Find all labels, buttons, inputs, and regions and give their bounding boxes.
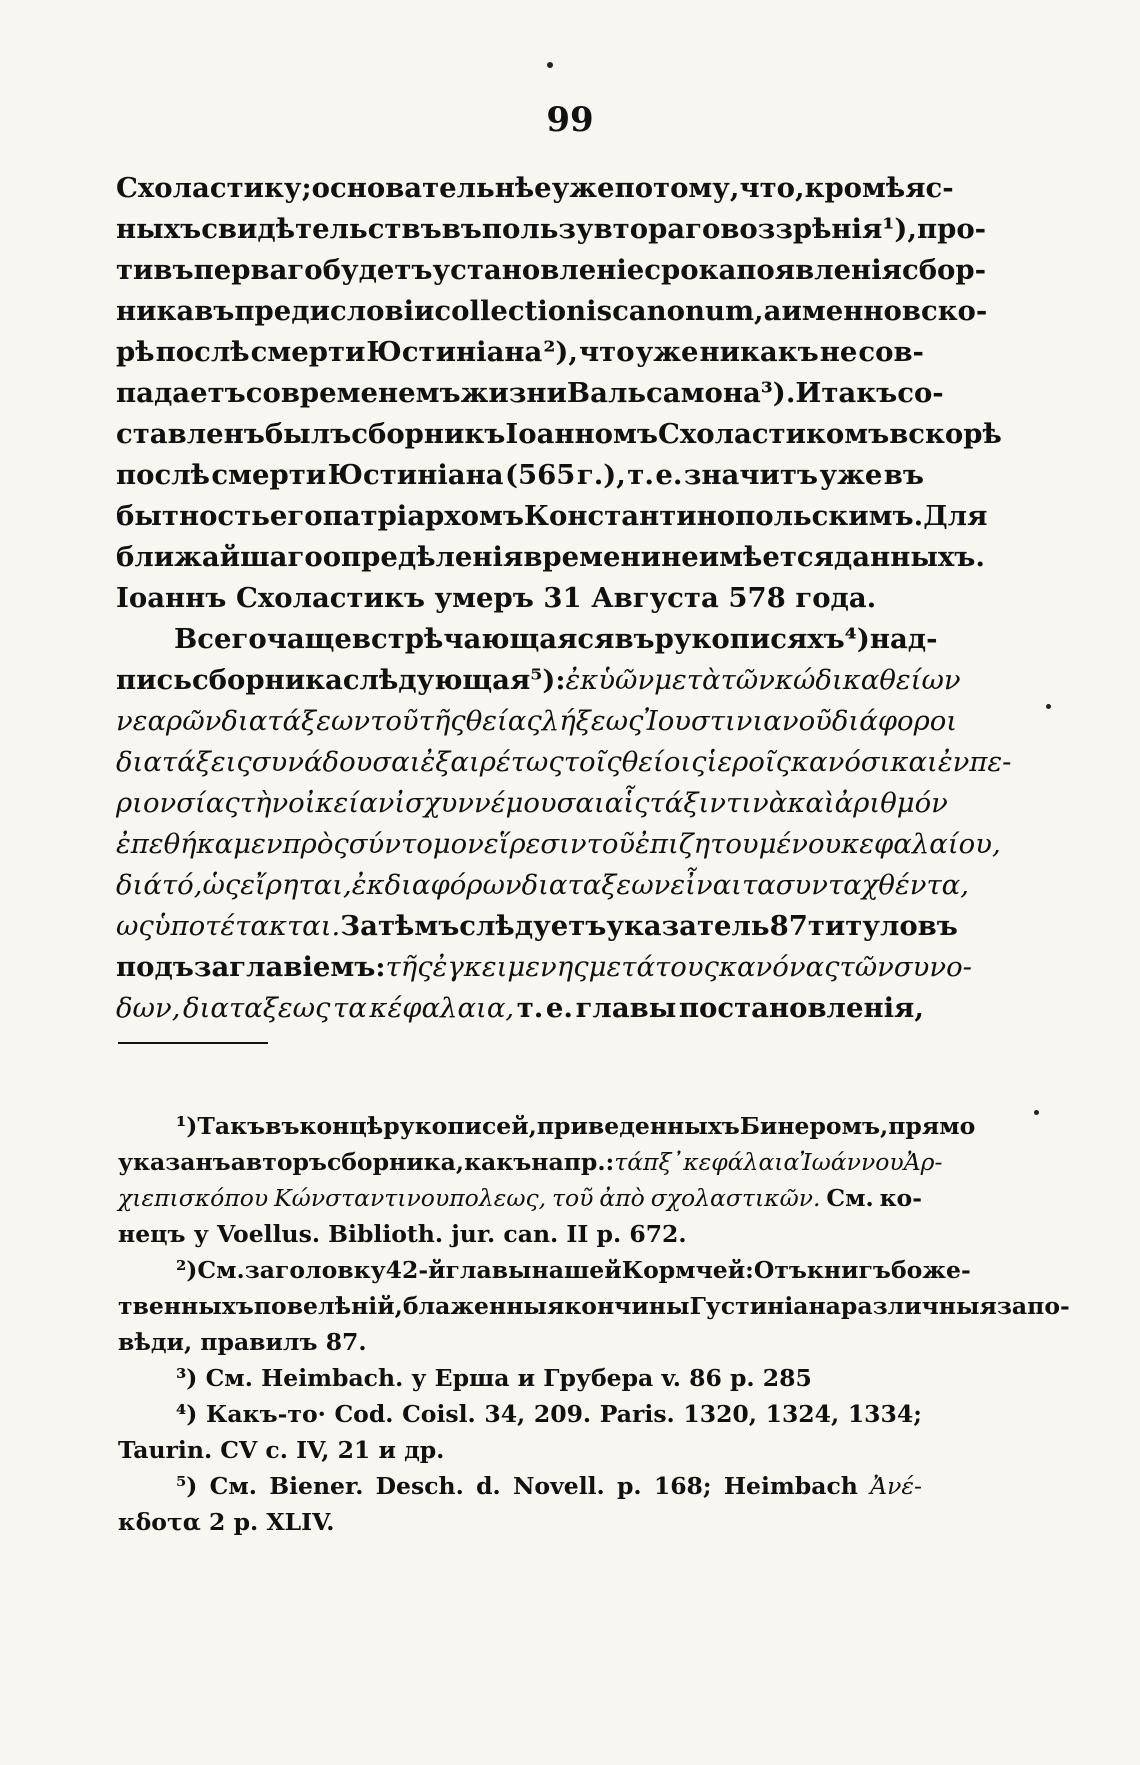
body-line-7: ставленъ былъ сборникъ Іоанномъ Схоластикомъ вскорѣ [116, 418, 1002, 450]
body-line-10: ближайшаго опредѣленія времени не имѣется данныхъ. [116, 541, 985, 573]
footnotes [118, 1108, 1070, 1540]
body-line-11: Іоаннъ Схоластикъ умеръ 31 Августа 578 года. [116, 582, 877, 614]
fn-line-8: ³) См. Heimbach. у Ерша и Грубера v. 86 p. 285 [176, 1364, 812, 1392]
fn-line-12: κδοτα 2 p. XLIV. [118, 1508, 335, 1536]
footnote-rule [118, 1042, 268, 1044]
fn-line-2: указанъ авторъ сборника, какъ напр.: τάπξ᾽ κεφάλαια Ἰωάννου Ἀρ- [118, 1148, 943, 1176]
fn-line-11: ⁵) См. Biener. Desch. d. Novell. p. 168; Heimbach Ἀνέ- [176, 1472, 922, 1500]
fn-line-3: χιεπισκόπου Κώνσταντινουπολεως, τοῦ ἀπὸ σχολαστικῶν. См. ко- [118, 1184, 922, 1212]
body-line-12: Всего чаще встрѣчающаяся въ рукописяхъ ⁴) над- [174, 623, 938, 655]
fn-line-6: твенныхъ повелѣній, блаженныя кончины Густиніана различныя запо- [118, 1292, 1070, 1320]
fn-line-4: нецъ у Voellus. Biblioth. jur. can. II p. 672. [118, 1220, 687, 1248]
page-number: 99 [546, 100, 594, 140]
body-line-20: подъ заглавіемъ: τῆς ἐγκειμενης μετά τους κανόνας τῶν συνο- [116, 951, 972, 983]
fn-line-7: вѣди, правилъ 87. [118, 1328, 367, 1356]
fn-line-1: ¹) Такъ въ концѣ рукописей, приведенныхъ Бинеромъ, прямо [176, 1112, 976, 1140]
body-line-16: ριονσίας τὴν οἰκείαν ἰσχυν νέμουσαι αἷς τάξιν τινὰ καὶ ἀριθμόν [116, 787, 948, 819]
body-line-15: διατάξεις συνάδουσαι ἐξαιρέτως τοῖς θείοις ἱεροῖς κανόσι και ἐν πε- [116, 746, 1012, 778]
fn-line-5: ²) См. заголовку 42-й главы нашей Кормчей: Отъ книгъ боже- [176, 1256, 971, 1284]
ink-dot [1034, 1110, 1039, 1115]
ink-dot [1046, 704, 1051, 709]
body-line-21: δων, διαταξεως τα κέφαλαια, т. е. главы постановленія, [116, 992, 924, 1024]
body-line-3: тивъ перваго будетъ установленіе срока появленія сбор- [116, 254, 987, 286]
body-line-8: послѣ смерти Юстиніана (565 г.), т. е. значитъ уже въ [116, 459, 924, 491]
body-line-17: ἐπεθήκαμεν πρὸς σύντομον εἵρεσιν τοῦ ἐπιζητουμένου κεφαλαίου, [116, 828, 1001, 860]
body-line-1: Схоластику; основательнѣе уже потому, что, кромѣ яс- [116, 172, 954, 204]
body-line-14: νεαρῶν διατάξεων τοῦ τῆς θείας λήξεως Ἰουστινιανοῦ διάφοροι [116, 705, 958, 737]
body-line-4: ника въ предисловіи collectionis canonum, а именно вско- [116, 295, 988, 327]
fn-line-9: ⁴) Какъ-то· Cod. Coisl. 34, 209. Paris. 1320, 1324, 1334; [176, 1400, 922, 1428]
body-line-6: падаетъ со временемъ жизни Вальсамона ³). Итакъ со- [116, 377, 944, 409]
ink-dot [547, 62, 553, 68]
body-line-13: пись сборника слѣдующая⁵): ἐκ ὑῶν μετὰ τῶν κώδικα θείων [116, 664, 961, 696]
body-line-9: бытность его патріархомъ Константинопольскимъ. Для [116, 500, 988, 532]
body-text [116, 168, 1012, 1029]
body-line-2: ныхъ свидѣтельствъ въ пользу втораго воззрѣнія ¹), про- [116, 213, 987, 245]
body-line-19: ως ὑποτέτακται. За тѣмъ слѣдуетъ указатель 87 титуловъ [116, 910, 958, 942]
body-line-5: рѣ послѣ смерти Юстиніана ²), что уже никакъ не сов- [116, 336, 924, 368]
body-line-18: διά τό, ὡς εἴρηται, ἐκ διαφόρων διαταξεων εἶναι τα συνταχθέντα, [116, 869, 969, 901]
fn-line-10: Taurin. CV c. IV, 21 и др. [118, 1436, 445, 1464]
